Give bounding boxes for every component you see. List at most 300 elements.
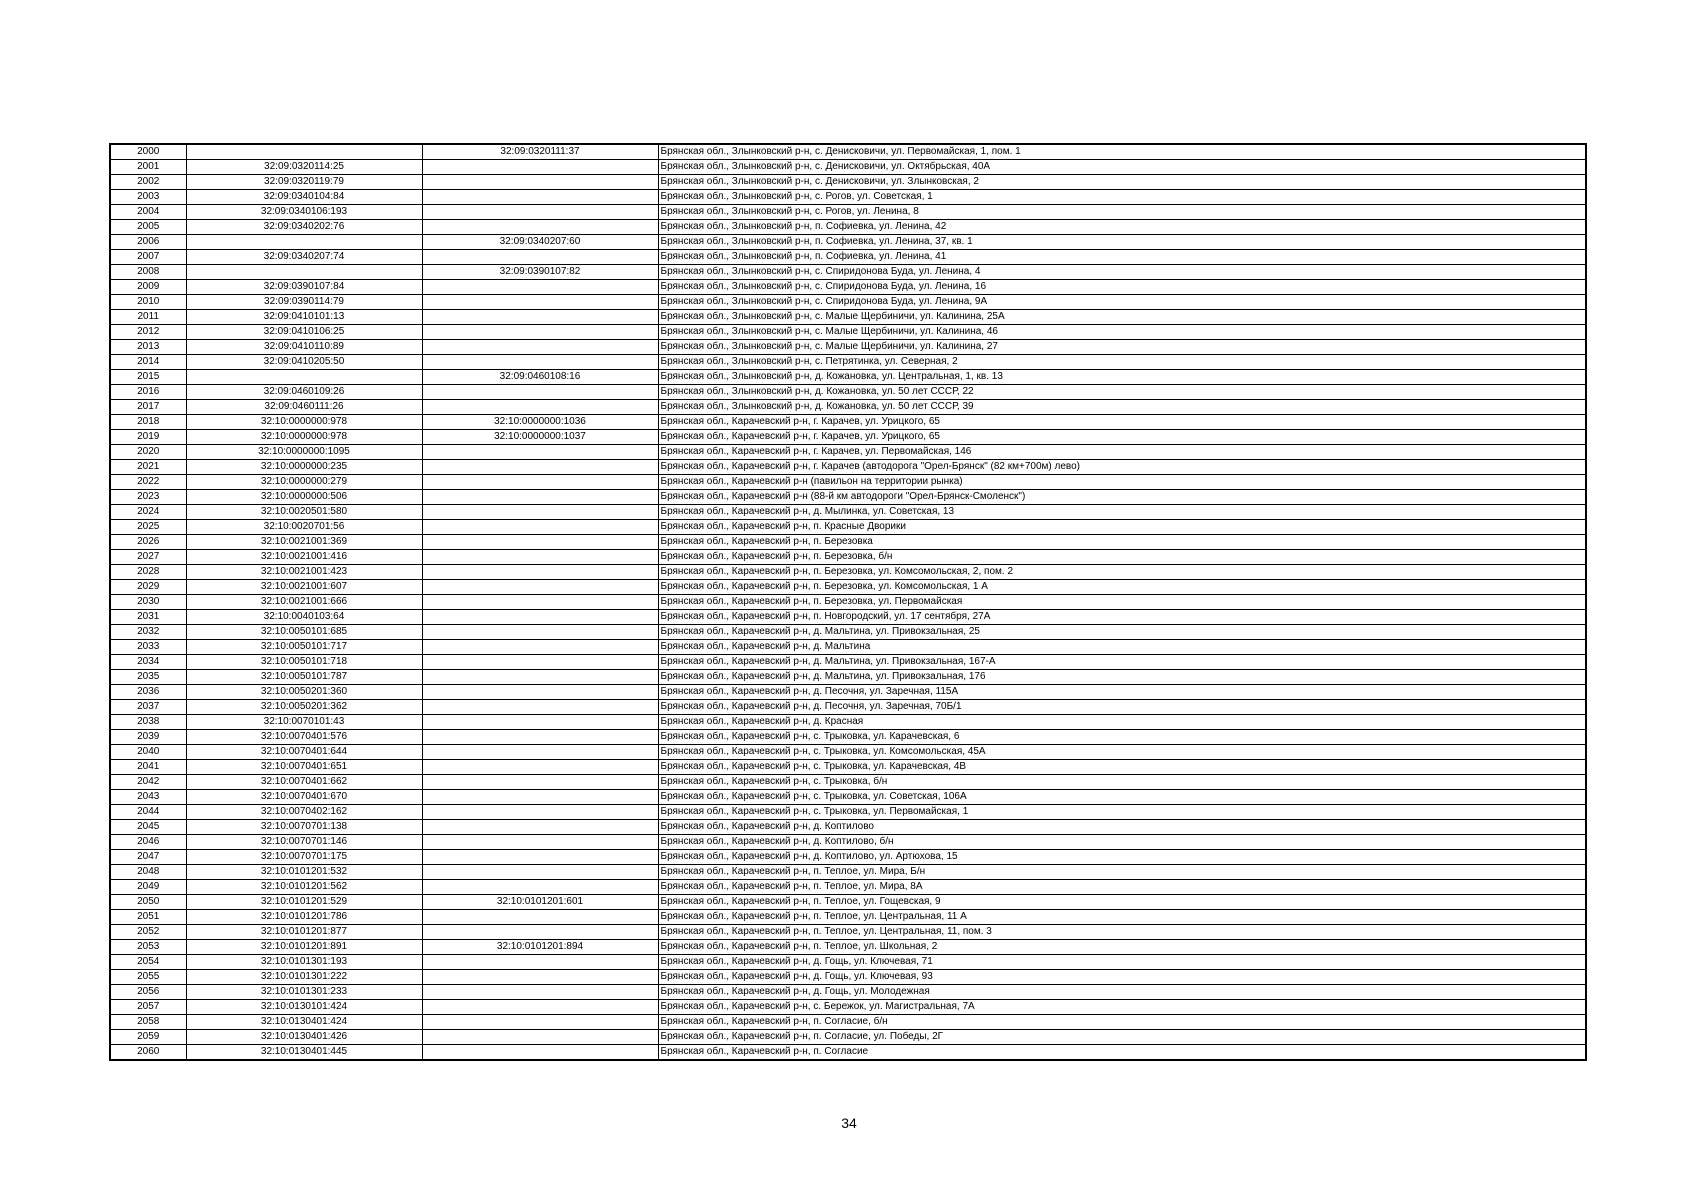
cadastral-number-cell: 32:10:0101201:877: [186, 925, 422, 940]
table-row: [110, 340, 1586, 355]
address-cell: Брянская обл., Карачевский р-н, п. Березовка: [658, 535, 1586, 550]
table-row: [110, 970, 1586, 985]
table-row: [110, 760, 1586, 775]
table-row: [110, 565, 1586, 580]
row-number-cell: 2016: [110, 385, 186, 400]
building-cadastral-number-cell: [422, 355, 658, 370]
building-cadastral-number-cell: [422, 460, 658, 475]
table-row: [110, 175, 1586, 190]
address-cell: Брянская обл., Карачевский р-н, с. Трыковка, ул. Комсомольская, 45А: [658, 745, 1586, 760]
table-row: [110, 610, 1586, 625]
cadastral-number-cell: 32:10:0130101:424: [186, 1000, 422, 1015]
cadastral-number-cell: 32:10:0130401:424: [186, 1015, 422, 1030]
building-cadastral-number-cell: 32:10:0101201:894: [422, 940, 658, 955]
cadastral-number-cell: 32:10:0000000:1095: [186, 445, 422, 460]
row-number-cell: 2004: [110, 205, 186, 220]
row-number-cell: 2005: [110, 220, 186, 235]
table-row: [110, 595, 1586, 610]
building-cadastral-number-cell: [422, 190, 658, 205]
table-row: [110, 265, 1586, 280]
table-row: [110, 745, 1586, 760]
building-cadastral-number-cell: [422, 1045, 658, 1061]
row-number-cell: 2029: [110, 580, 186, 595]
row-number-cell: 2018: [110, 415, 186, 430]
table-row: [110, 190, 1586, 205]
address-cell: Брянская обл., Злынковский р-н, п. Софиевка, ул. Ленина, 41: [658, 250, 1586, 265]
address-cell: Брянская обл., Карачевский р-н, д. Мальтина, ул. Привокзальная, 176: [658, 670, 1586, 685]
table-row: [110, 1030, 1586, 1045]
address-cell: Брянская обл., Злынковский р-н, с. Денисковичи, ул. Октябрьская, 40А: [658, 160, 1586, 175]
row-number-cell: 2045: [110, 820, 186, 835]
building-cadastral-number-cell: [422, 280, 658, 295]
table-row: [110, 925, 1586, 940]
building-cadastral-number-cell: [422, 730, 658, 745]
table-row: [110, 715, 1586, 730]
building-cadastral-number-cell: [422, 925, 658, 940]
address-cell: Брянская обл., Карачевский р-н, д. Коптилово, б/н: [658, 835, 1586, 850]
row-number-cell: 2055: [110, 970, 186, 985]
row-number-cell: 2044: [110, 805, 186, 820]
row-number-cell: 2010: [110, 295, 186, 310]
table-row: [110, 430, 1586, 445]
address-cell: Брянская обл., Карачевский р-н, п. Березовка, ул. Комсомольская, 2, пом. 2: [658, 565, 1586, 580]
building-cadastral-number-cell: [422, 595, 658, 610]
cadastral-number-cell: 32:10:0050101:717: [186, 640, 422, 655]
table-row: [110, 670, 1586, 685]
cadastral-number-cell: 32:09:0390107:84: [186, 280, 422, 295]
address-cell: Брянская обл., Карачевский р-н, д. Песочня, ул. Заречная, 70Б/1: [658, 700, 1586, 715]
row-number-cell: 2023: [110, 490, 186, 505]
row-number-cell: 2028: [110, 565, 186, 580]
address-cell: Брянская обл., Карачевский р-н, п. Березовка, ул. Комсомольская, 1 А: [658, 580, 1586, 595]
building-cadastral-number-cell: [422, 385, 658, 400]
table-row: [110, 144, 1586, 160]
cadastral-number-cell: 32:10:0000000:235: [186, 460, 422, 475]
row-number-cell: 2042: [110, 775, 186, 790]
table-row: [110, 280, 1586, 295]
address-cell: Брянская обл., Карачевский р-н, с. Трыковка, б/н: [658, 775, 1586, 790]
row-number-cell: 2021: [110, 460, 186, 475]
address-cell: Брянская обл., Карачевский р-н, п. Теплое, ул. Мира, Б/н: [658, 865, 1586, 880]
building-cadastral-number-cell: [422, 580, 658, 595]
address-cell: Брянская обл., Злынковский р-н, п. Софиевка, ул. Ленина, 42: [658, 220, 1586, 235]
building-cadastral-number-cell: [422, 475, 658, 490]
cadastral-number-cell: 32:10:0070701:175: [186, 850, 422, 865]
building-cadastral-number-cell: 32:09:0390107:82: [422, 265, 658, 280]
row-number-cell: 2034: [110, 655, 186, 670]
address-cell: Брянская обл., Злынковский р-н, д. Кожановка, ул. 50 лет СССР, 22: [658, 385, 1586, 400]
building-cadastral-number-cell: [422, 670, 658, 685]
table-row: [110, 1000, 1586, 1015]
cadastral-number-cell: 32:09:0320114:25: [186, 160, 422, 175]
building-cadastral-number-cell: [422, 685, 658, 700]
table-row: [110, 700, 1586, 715]
address-cell: Брянская обл., Злынковский р-н, п. Софиевка, ул. Ленина, 37, кв. 1: [658, 235, 1586, 250]
building-cadastral-number-cell: [422, 910, 658, 925]
building-cadastral-number-cell: 32:09:0460108:16: [422, 370, 658, 385]
table-row: [110, 415, 1586, 430]
address-cell: Брянская обл., Карачевский р-н (павильон на территории рынка): [658, 475, 1586, 490]
cadastral-number-cell: 32:10:0021001:369: [186, 535, 422, 550]
table-row: [110, 985, 1586, 1000]
table-row: [110, 685, 1586, 700]
cadastral-number-cell: 32:10:0000000:506: [186, 490, 422, 505]
row-number-cell: 2040: [110, 745, 186, 760]
table-row: [110, 370, 1586, 385]
building-cadastral-number-cell: [422, 640, 658, 655]
table-row: [110, 880, 1586, 895]
address-cell: Брянская обл., Карачевский р-н, п. Березовка, б/н: [658, 550, 1586, 565]
building-cadastral-number-cell: 32:10:0000000:1036: [422, 415, 658, 430]
building-cadastral-number-cell: [422, 160, 658, 175]
cadastral-number-cell: 32:10:0101201:786: [186, 910, 422, 925]
row-number-cell: 2013: [110, 340, 186, 355]
building-cadastral-number-cell: [422, 805, 658, 820]
row-number-cell: 2057: [110, 1000, 186, 1015]
cadastral-number-cell: [186, 144, 422, 160]
cadastral-number-cell: 32:10:0130401:426: [186, 1030, 422, 1045]
table-row: [110, 535, 1586, 550]
building-cadastral-number-cell: [422, 1030, 658, 1045]
row-number-cell: 2007: [110, 250, 186, 265]
table-row: [110, 310, 1586, 325]
building-cadastral-number-cell: 32:09:0320111:37: [422, 144, 658, 160]
building-cadastral-number-cell: [422, 445, 658, 460]
table-row: [110, 325, 1586, 340]
row-number-cell: 2050: [110, 895, 186, 910]
cadastral-number-cell: 32:09:0340104:84: [186, 190, 422, 205]
building-cadastral-number-cell: [422, 655, 658, 670]
building-cadastral-number-cell: [422, 1015, 658, 1030]
address-cell: Брянская обл., Карачевский р-н, д. Гощь, ул. Молодежная: [658, 985, 1586, 1000]
building-cadastral-number-cell: [422, 565, 658, 580]
address-cell: Брянская обл., Карачевский р-н, г. Карачев, ул. Урицкого, 65: [658, 415, 1586, 430]
building-cadastral-number-cell: [422, 340, 658, 355]
table-row: [110, 775, 1586, 790]
row-number-cell: 2047: [110, 850, 186, 865]
property-table-body: [110, 144, 1586, 1060]
table-row: [110, 1045, 1586, 1061]
cadastral-number-cell: 32:10:0021001:666: [186, 595, 422, 610]
building-cadastral-number-cell: [422, 880, 658, 895]
row-number-cell: 2054: [110, 955, 186, 970]
cadastral-number-cell: 32:10:0021001:607: [186, 580, 422, 595]
row-number-cell: 2037: [110, 700, 186, 715]
address-cell: Брянская обл., Карачевский р-н, п. Согласие, б/н: [658, 1015, 1586, 1030]
cadastral-number-cell: 32:10:0070401:662: [186, 775, 422, 790]
cadastral-number-cell: 32:09:0410110:89: [186, 340, 422, 355]
cadastral-number-cell: 32:09:0460109:26: [186, 385, 422, 400]
address-cell: Брянская обл., Карачевский р-н, п. Согласие: [658, 1045, 1586, 1061]
cadastral-number-cell: 32:09:0320119:79: [186, 175, 422, 190]
row-number-cell: 2020: [110, 445, 186, 460]
cadastral-number-cell: 32:10:0040103:64: [186, 610, 422, 625]
cadastral-number-cell: 32:10:0130401:445: [186, 1045, 422, 1061]
row-number-cell: 2017: [110, 400, 186, 415]
address-cell: Брянская обл., Карачевский р-н, п. Теплое, ул. Мира, 8А: [658, 880, 1586, 895]
table-row: [110, 490, 1586, 505]
table-row: [110, 625, 1586, 640]
row-number-cell: 2006: [110, 235, 186, 250]
property-table: [109, 143, 1587, 1061]
cadastral-number-cell: 32:09:0410205:50: [186, 355, 422, 370]
table-row: [110, 205, 1586, 220]
row-number-cell: 2009: [110, 280, 186, 295]
address-cell: Брянская обл., Злынковский р-н, с. Рогов, ул. Советская, 1: [658, 190, 1586, 205]
table-row: [110, 865, 1586, 880]
table-row: [110, 475, 1586, 490]
cadastral-number-cell: 32:10:0070402:162: [186, 805, 422, 820]
building-cadastral-number-cell: [422, 400, 658, 415]
cadastral-number-cell: 32:09:0390114:79: [186, 295, 422, 310]
address-cell: Брянская обл., Злынковский р-н, д. Кожановка, ул. Центральная, 1, кв. 13: [658, 370, 1586, 385]
row-number-cell: 2058: [110, 1015, 186, 1030]
table-row: [110, 850, 1586, 865]
table-row: [110, 820, 1586, 835]
cadastral-number-cell: 32:09:0340207:74: [186, 250, 422, 265]
building-cadastral-number-cell: [422, 505, 658, 520]
building-cadastral-number-cell: [422, 760, 658, 775]
row-number-cell: 2059: [110, 1030, 186, 1045]
table-row: [110, 445, 1586, 460]
row-number-cell: 2022: [110, 475, 186, 490]
row-number-cell: 2033: [110, 640, 186, 655]
building-cadastral-number-cell: [422, 520, 658, 535]
address-cell: Брянская обл., Карачевский р-н, д. Коптилово: [658, 820, 1586, 835]
address-cell: Брянская обл., Карачевский р-н, с. Трыковка, ул. Карачевская, 4В: [658, 760, 1586, 775]
cadastral-number-cell: 32:10:0000000:978: [186, 430, 422, 445]
cadastral-number-cell: 32:09:0410101:13: [186, 310, 422, 325]
cadastral-number-cell: 32:10:0050201:362: [186, 700, 422, 715]
table-row: [110, 730, 1586, 745]
cadastral-number-cell: 32:10:0070701:146: [186, 835, 422, 850]
building-cadastral-number-cell: [422, 820, 658, 835]
row-number-cell: 2049: [110, 880, 186, 895]
row-number-cell: 2053: [110, 940, 186, 955]
cadastral-number-cell: 32:10:0101201:529: [186, 895, 422, 910]
address-cell: Брянская обл., Злынковский р-н, с. Петрятинка, ул. Северная, 2: [658, 355, 1586, 370]
building-cadastral-number-cell: [422, 985, 658, 1000]
row-number-cell: 2002: [110, 175, 186, 190]
address-cell: Брянская обл., Злынковский р-н, с. Спиридонова Буда, ул. Ленина, 9А: [658, 295, 1586, 310]
building-cadastral-number-cell: [422, 250, 658, 265]
table-row: [110, 895, 1586, 910]
row-number-cell: 2039: [110, 730, 186, 745]
row-number-cell: 2027: [110, 550, 186, 565]
row-number-cell: 2019: [110, 430, 186, 445]
cadastral-number-cell: 32:10:0070701:138: [186, 820, 422, 835]
cadastral-number-cell: 32:10:0050201:360: [186, 685, 422, 700]
row-number-cell: 2003: [110, 190, 186, 205]
address-cell: Брянская обл., Карачевский р-н, п. Березовка, ул. Первомайская: [658, 595, 1586, 610]
building-cadastral-number-cell: [422, 970, 658, 985]
row-number-cell: 2056: [110, 985, 186, 1000]
row-number-cell: 2025: [110, 520, 186, 535]
row-number-cell: 2014: [110, 355, 186, 370]
building-cadastral-number-cell: [422, 700, 658, 715]
table-row: [110, 790, 1586, 805]
row-number-cell: 2038: [110, 715, 186, 730]
cadastral-number-cell: 32:10:0070401:576: [186, 730, 422, 745]
building-cadastral-number-cell: [422, 550, 658, 565]
row-number-cell: 2046: [110, 835, 186, 850]
cadastral-number-cell: [186, 235, 422, 250]
address-cell: Брянская обл., Злынковский р-н, с. Спиридонова Буда, ул. Ленина, 16: [658, 280, 1586, 295]
address-cell: Брянская обл., Карачевский р-н, с. Трыковка, ул. Первомайская, 1: [658, 805, 1586, 820]
cadastral-number-cell: 32:10:0101201:562: [186, 880, 422, 895]
building-cadastral-number-cell: 32:09:0340207:60: [422, 235, 658, 250]
row-number-cell: 2041: [110, 760, 186, 775]
table-row: [110, 160, 1586, 175]
row-number-cell: 2015: [110, 370, 186, 385]
row-number-cell: 2000: [110, 144, 186, 160]
table-row: [110, 400, 1586, 415]
cadastral-number-cell: 32:10:0070401:670: [186, 790, 422, 805]
table-row: [110, 505, 1586, 520]
table-row: [110, 385, 1586, 400]
cadastral-number-cell: 32:10:0020501:580: [186, 505, 422, 520]
address-cell: Брянская обл., Карачевский р-н, д. Мальтина, ул. Привокзальная, 167-А: [658, 655, 1586, 670]
table-row: [110, 1015, 1586, 1030]
table-row: [110, 235, 1586, 250]
cadastral-number-cell: 32:10:0070401:651: [186, 760, 422, 775]
building-cadastral-number-cell: [422, 295, 658, 310]
table-row: [110, 295, 1586, 310]
address-cell: Брянская обл., Карачевский р-н, д. Красная: [658, 715, 1586, 730]
building-cadastral-number-cell: [422, 310, 658, 325]
address-cell: Брянская обл., Карачевский р-н, п. Теплое, ул. Гощевская, 9: [658, 895, 1586, 910]
address-cell: Брянская обл., Злынковский р-н, с. Малые Щербиничи, ул. Калинина, 27: [658, 340, 1586, 355]
row-number-cell: 2031: [110, 610, 186, 625]
cadastral-number-cell: 32:10:0101301:222: [186, 970, 422, 985]
address-cell: Брянская обл., Карачевский р-н, с. Бережок, ул. Магистральная, 7А: [658, 1000, 1586, 1015]
building-cadastral-number-cell: 32:10:0000000:1037: [422, 430, 658, 445]
address-cell: Брянская обл., Карачевский р-н, п. Теплое, ул. Школьная, 2: [658, 940, 1586, 955]
building-cadastral-number-cell: [422, 745, 658, 760]
row-number-cell: 2011: [110, 310, 186, 325]
address-cell: Брянская обл., Карачевский р-н, д. Мальтина, ул. Привокзальная, 25: [658, 625, 1586, 640]
cadastral-number-cell: 32:10:0101201:532: [186, 865, 422, 880]
address-cell: Брянская обл., Карачевский р-н, д. Мылинка, ул. Советская, 13: [658, 505, 1586, 520]
row-number-cell: 2026: [110, 535, 186, 550]
row-number-cell: 2030: [110, 595, 186, 610]
address-cell: Брянская обл., Злынковский р-н, с. Малые Щербиничи, ул. Калинина, 25А: [658, 310, 1586, 325]
table-row: [110, 250, 1586, 265]
building-cadastral-number-cell: [422, 1000, 658, 1015]
table-row: [110, 655, 1586, 670]
row-number-cell: 2060: [110, 1045, 186, 1061]
cadastral-number-cell: 32:10:0020701:56: [186, 520, 422, 535]
address-cell: Брянская обл., Карачевский р-н, п. Согласие, ул. Победы, 2Г: [658, 1030, 1586, 1045]
address-cell: Брянская обл., Злынковский р-н, с. Денисковичи, ул. Злынковская, 2: [658, 175, 1586, 190]
address-cell: Брянская обл., Злынковский р-н, с. Спиридонова Буда, ул. Ленина, 4: [658, 265, 1586, 280]
cadastral-number-cell: 32:09:0410106:25: [186, 325, 422, 340]
building-cadastral-number-cell: [422, 715, 658, 730]
row-number-cell: 2048: [110, 865, 186, 880]
cadastral-number-cell: 32:10:0101301:233: [186, 985, 422, 1000]
cadastral-number-cell: [186, 370, 422, 385]
building-cadastral-number-cell: 32:10:0101201:601: [422, 895, 658, 910]
table-row: [110, 520, 1586, 535]
table-row: [110, 835, 1586, 850]
cadastral-number-cell: 32:10:0101301:193: [186, 955, 422, 970]
table-row: [110, 220, 1586, 235]
cadastral-number-cell: 32:09:0340202:76: [186, 220, 422, 235]
table-row: [110, 355, 1586, 370]
address-cell: Брянская обл., Карачевский р-н, п. Новгородский, ул. 17 сентября, 27А: [658, 610, 1586, 625]
address-cell: Брянская обл., Карачевский р-н (88-й км автодороги "Орел-Брянск-Смоленск"): [658, 490, 1586, 505]
address-cell: Брянская обл., Карачевский р-н, д. Гощь, ул. Ключевая, 71: [658, 955, 1586, 970]
row-number-cell: 2036: [110, 685, 186, 700]
table-row: [110, 580, 1586, 595]
building-cadastral-number-cell: [422, 955, 658, 970]
address-cell: Брянская обл., Карачевский р-н, д. Песочня, ул. Заречная, 115А: [658, 685, 1586, 700]
cadastral-number-cell: 32:09:0340106:193: [186, 205, 422, 220]
building-cadastral-number-cell: [422, 835, 658, 850]
address-cell: Брянская обл., Карачевский р-н, д. Коптилово, ул. Артюхова, 15: [658, 850, 1586, 865]
cadastral-number-cell: 32:10:0050101:787: [186, 670, 422, 685]
cadastral-number-cell: 32:09:0460111:26: [186, 400, 422, 415]
building-cadastral-number-cell: [422, 610, 658, 625]
row-number-cell: 2008: [110, 265, 186, 280]
building-cadastral-number-cell: [422, 535, 658, 550]
table-row: [110, 550, 1586, 565]
building-cadastral-number-cell: [422, 625, 658, 640]
cadastral-number-cell: 32:10:0070401:644: [186, 745, 422, 760]
address-cell: Брянская обл., Карачевский р-н, п. Теплое, ул. Центральная, 11, пом. 3: [658, 925, 1586, 940]
address-cell: Брянская обл., Злынковский р-н, с. Денисковичи, ул. Первомайская, 1, пом. 1: [658, 144, 1586, 160]
building-cadastral-number-cell: [422, 325, 658, 340]
building-cadastral-number-cell: [422, 865, 658, 880]
building-cadastral-number-cell: [422, 490, 658, 505]
row-number-cell: 2051: [110, 910, 186, 925]
page-number: 34: [841, 1115, 857, 1131]
cadastral-number-cell: 32:10:0070101:43: [186, 715, 422, 730]
address-cell: Брянская обл., Карачевский р-н, с. Трыковка, ул. Советская, 106А: [658, 790, 1586, 805]
address-cell: Брянская обл., Карачевский р-н, д. Мальтина: [658, 640, 1586, 655]
cadastral-number-cell: 32:10:0050101:718: [186, 655, 422, 670]
address-cell: Брянская обл., Карачевский р-н, п. Теплое, ул. Центральная, 11 А: [658, 910, 1586, 925]
building-cadastral-number-cell: [422, 850, 658, 865]
row-number-cell: 2024: [110, 505, 186, 520]
building-cadastral-number-cell: [422, 775, 658, 790]
address-cell: Брянская обл., Злынковский р-н, д. Кожановка, ул. 50 лет СССР, 39: [658, 400, 1586, 415]
address-cell: Брянская обл., Злынковский р-н, с. Малые Щербиничи, ул. Калинина, 46: [658, 325, 1586, 340]
table-row: [110, 955, 1586, 970]
address-cell: Брянская обл., Карачевский р-н, с. Трыковка, ул. Карачевская, 6: [658, 730, 1586, 745]
address-cell: Брянская обл., Карачевский р-н, п. Красные Дворики: [658, 520, 1586, 535]
building-cadastral-number-cell: [422, 790, 658, 805]
cadastral-number-cell: 32:10:0021001:423: [186, 565, 422, 580]
row-number-cell: 2035: [110, 670, 186, 685]
table-row: [110, 640, 1586, 655]
address-cell: Брянская обл., Карачевский р-н, г. Карачев, ул. Урицкого, 65: [658, 430, 1586, 445]
table-row: [110, 940, 1586, 955]
row-number-cell: 2052: [110, 925, 186, 940]
row-number-cell: 2032: [110, 625, 186, 640]
cadastral-number-cell: 32:10:0000000:978: [186, 415, 422, 430]
cadastral-number-cell: 32:10:0000000:279: [186, 475, 422, 490]
cadastral-number-cell: 32:10:0101201:891: [186, 940, 422, 955]
cadastral-number-cell: [186, 265, 422, 280]
table-row: [110, 460, 1586, 475]
address-cell: Брянская обл., Карачевский р-н, г. Карачев, ул. Первомайская, 146: [658, 445, 1586, 460]
row-number-cell: 2012: [110, 325, 186, 340]
building-cadastral-number-cell: [422, 205, 658, 220]
cadastral-number-cell: 32:10:0021001:416: [186, 550, 422, 565]
address-cell: Брянская обл., Карачевский р-н, д. Гощь, ул. Ключевая, 93: [658, 970, 1586, 985]
row-number-cell: 2001: [110, 160, 186, 175]
